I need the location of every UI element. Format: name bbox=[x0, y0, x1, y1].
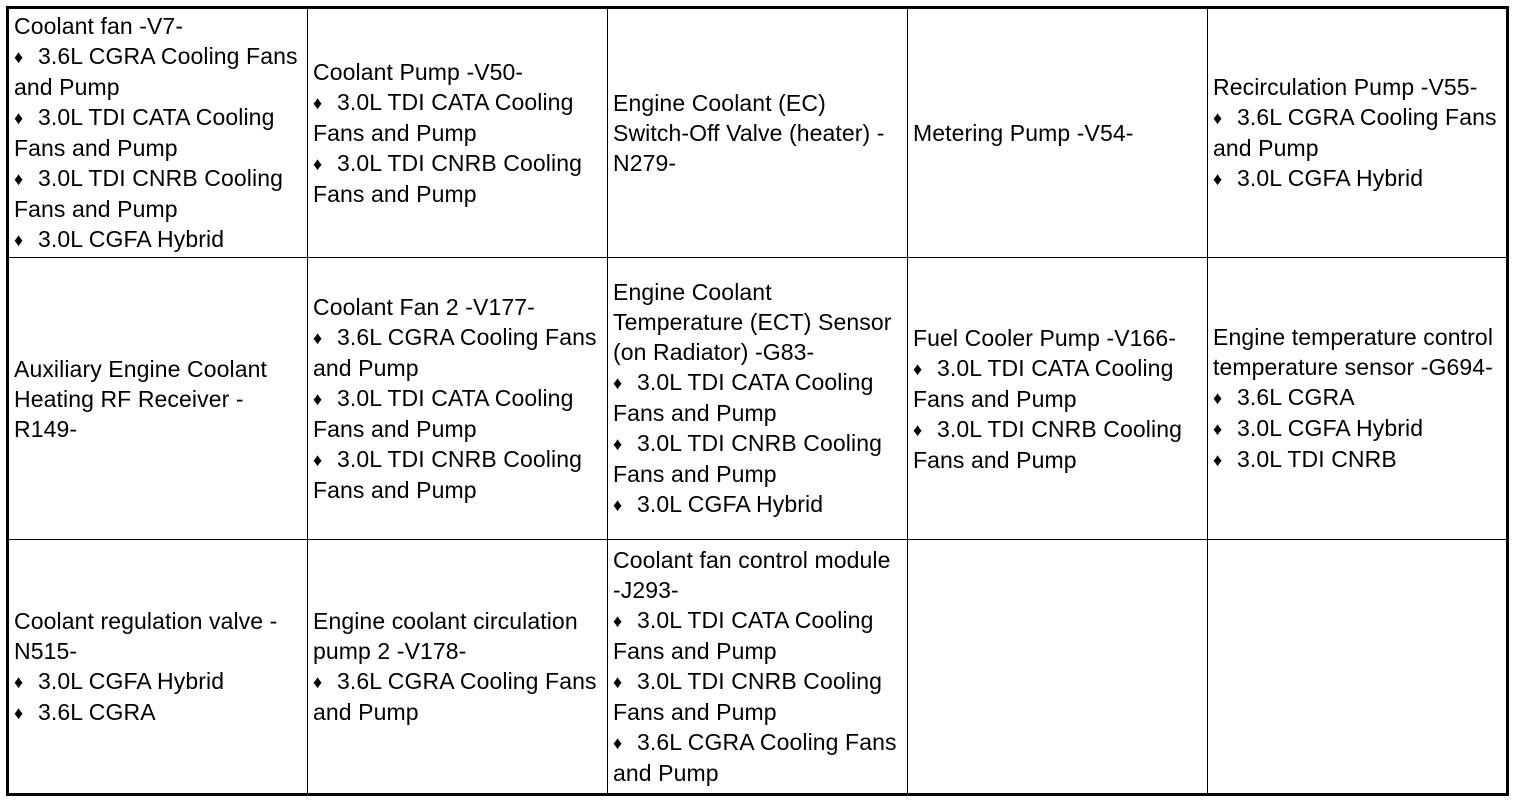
diamond-bullet-icon: ♦ bbox=[14, 169, 24, 189]
application-item bbox=[1213, 444, 1502, 475]
application-item bbox=[14, 697, 303, 728]
diamond-bullet-icon: ♦ bbox=[613, 434, 623, 454]
diamond-bullet-icon: ♦ bbox=[1213, 419, 1223, 439]
diamond-bullet-icon: ♦ bbox=[313, 672, 323, 692]
table-cell bbox=[908, 8, 1208, 258]
application-item bbox=[613, 489, 903, 520]
component-table bbox=[6, 6, 1509, 796]
component-name: Coolant regulation valve -N515- bbox=[14, 607, 278, 664]
diamond-bullet-icon: ♦ bbox=[14, 47, 24, 67]
component-name: Coolant Pump -V50- bbox=[313, 59, 524, 85]
table-cell bbox=[308, 540, 608, 795]
application-item bbox=[14, 102, 303, 163]
application-label: 3.0L TDI CATA Cooling Fans and Pump bbox=[313, 89, 574, 146]
table-row bbox=[8, 8, 1508, 258]
application-item bbox=[1213, 413, 1502, 444]
component-name: Coolant fan control module -J293- bbox=[613, 547, 891, 603]
diamond-bullet-icon: ♦ bbox=[14, 702, 24, 723]
component-name: Auxiliary Engine Coolant Heating RF Receiver -R149- bbox=[14, 355, 267, 442]
diamond-bullet-icon: ♦ bbox=[613, 495, 623, 515]
application-item bbox=[613, 428, 903, 489]
application-item bbox=[613, 605, 903, 666]
application-item bbox=[313, 148, 603, 209]
component-name: Recirculation Pump -V55- bbox=[1213, 74, 1478, 100]
application-label: 3.0L CGFA Hybrid bbox=[637, 491, 824, 517]
application-item bbox=[14, 224, 303, 255]
diamond-bullet-icon: ♦ bbox=[613, 733, 623, 753]
application-item bbox=[14, 163, 303, 224]
diamond-bullet-icon: ♦ bbox=[313, 328, 323, 348]
application-label: 3.6L CGRA Cooling Fans and Pump bbox=[1213, 104, 1497, 161]
diamond-bullet-icon: ♦ bbox=[1213, 169, 1223, 189]
component-name: Coolant fan -V7- bbox=[14, 13, 184, 39]
component-name: Coolant Fan 2 -V177- bbox=[313, 294, 535, 320]
table-cell bbox=[608, 8, 908, 258]
table-cell bbox=[8, 540, 308, 795]
application-label: 3.0L TDI CNRB Cooling Fans and Pump bbox=[313, 150, 582, 207]
application-item bbox=[313, 322, 603, 383]
diamond-bullet-icon: ♦ bbox=[913, 358, 923, 379]
application-label: 3.0L TDI CNRB Cooling Fans and Pump bbox=[913, 415, 1182, 473]
application-label: 3.0L CGFA Hybrid bbox=[38, 667, 225, 694]
application-label: 3.0L TDI CNRB Cooling Fans and Pump bbox=[613, 668, 882, 725]
table-cell bbox=[8, 258, 308, 540]
component-name: Engine coolant circulation pump 2 -V178- bbox=[313, 608, 578, 664]
application-label: 3.0L TDI CATA Cooling Fans and Pump bbox=[613, 369, 874, 426]
application-item bbox=[1213, 163, 1502, 194]
application-item bbox=[313, 444, 603, 505]
application-label: 3.0L TDI CATA Cooling Fans and Pump bbox=[613, 607, 874, 664]
component-name: Metering Pump -V54- bbox=[913, 120, 1134, 146]
application-item bbox=[313, 383, 603, 444]
table-row bbox=[8, 258, 1508, 540]
table-cell bbox=[308, 8, 608, 258]
diamond-bullet-icon: ♦ bbox=[1213, 450, 1223, 470]
component-name: Engine temperature control temperature sensor -G694- bbox=[1213, 324, 1494, 380]
diamond-bullet-icon: ♦ bbox=[613, 373, 623, 393]
application-label: 3.0L CGFA Hybrid bbox=[1237, 415, 1424, 441]
application-item bbox=[1213, 382, 1502, 413]
application-item bbox=[14, 41, 303, 102]
diamond-bullet-icon: ♦ bbox=[313, 450, 323, 470]
application-item bbox=[313, 87, 603, 148]
application-label: 3.0L TDI CATA Cooling Fans and Pump bbox=[913, 354, 1174, 412]
diamond-bullet-icon: ♦ bbox=[1213, 388, 1223, 408]
diamond-bullet-icon: ♦ bbox=[613, 611, 623, 631]
application-item bbox=[913, 353, 1203, 414]
table-cell bbox=[908, 540, 1208, 795]
table-body bbox=[8, 8, 1508, 795]
table-cell bbox=[908, 258, 1208, 540]
table-cell bbox=[308, 258, 608, 540]
component-name: Engine Coolant Temperature (ECT) Sensor (on Radiator) -G83- bbox=[613, 279, 892, 365]
component-name: Engine Coolant (EC) Switch-Off Valve (heater) -N279- bbox=[613, 90, 885, 176]
application-label: 3.6L CGRA Cooling Fans and Pump bbox=[313, 324, 597, 381]
component-name: Fuel Cooler Pump -V166- bbox=[913, 324, 1177, 351]
diamond-bullet-icon: ♦ bbox=[14, 230, 24, 250]
application-item bbox=[1213, 102, 1502, 163]
diamond-bullet-icon: ♦ bbox=[913, 419, 923, 440]
table-cell bbox=[608, 258, 908, 540]
application-item bbox=[613, 367, 903, 428]
application-label: 3.0L CGFA Hybrid bbox=[38, 226, 225, 252]
table-cell bbox=[1208, 540, 1508, 795]
application-item bbox=[14, 666, 303, 697]
application-label: 3.0L TDI CNRB Cooling Fans and Pump bbox=[613, 430, 882, 487]
application-label: 3.0L TDI CATA Cooling Fans and Pump bbox=[14, 104, 275, 161]
application-label: 3.6L CGRA Cooling Fans and Pump bbox=[613, 729, 897, 786]
application-label: 3.6L CGRA Cooling Fans and Pump bbox=[313, 668, 597, 725]
diamond-bullet-icon: ♦ bbox=[14, 108, 24, 128]
diamond-bullet-icon: ♦ bbox=[313, 93, 323, 113]
diamond-bullet-icon: ♦ bbox=[613, 672, 623, 692]
table-row bbox=[8, 540, 1508, 795]
application-label: 3.6L CGRA bbox=[1237, 384, 1355, 410]
application-label: 3.0L TDI CATA Cooling Fans and Pump bbox=[313, 385, 574, 442]
table-cell bbox=[608, 540, 908, 795]
application-label: 3.0L TDI CNRB Cooling Fans and Pump bbox=[313, 446, 582, 503]
application-item bbox=[913, 414, 1203, 475]
application-label: 3.0L CGFA Hybrid bbox=[1237, 165, 1424, 191]
diamond-bullet-icon: ♦ bbox=[313, 154, 323, 174]
diamond-bullet-icon: ♦ bbox=[1213, 108, 1223, 128]
application-item bbox=[313, 666, 603, 727]
diamond-bullet-icon: ♦ bbox=[14, 671, 24, 692]
application-item bbox=[613, 666, 903, 727]
diamond-bullet-icon: ♦ bbox=[313, 389, 323, 409]
table-cell bbox=[1208, 258, 1508, 540]
application-item bbox=[613, 727, 903, 788]
application-label: 3.0L TDI CNRB Cooling Fans and Pump bbox=[14, 165, 283, 222]
application-label: 3.0L TDI CNRB bbox=[1237, 446, 1397, 472]
application-label: 3.6L CGRA bbox=[38, 698, 156, 725]
table-cell bbox=[1208, 8, 1508, 258]
application-label: 3.6L CGRA Cooling Fans and Pump bbox=[14, 43, 298, 100]
table-cell bbox=[8, 8, 308, 258]
